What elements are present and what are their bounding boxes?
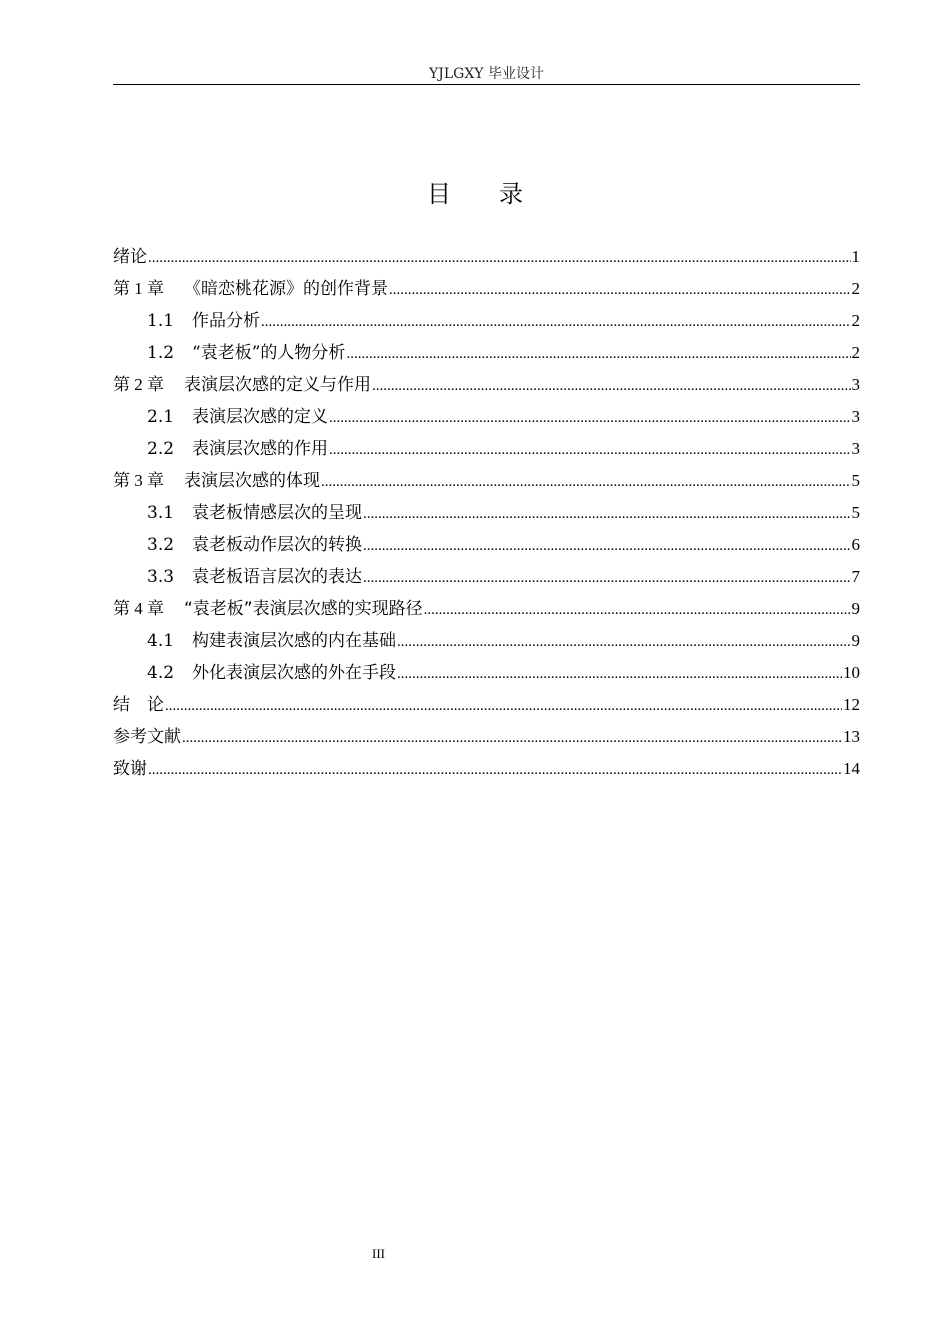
toc-entry[interactable]: [113, 433, 860, 465]
toc-dot-leader: [424, 593, 851, 626]
toc-entry-number: 第 1 章: [113, 279, 164, 298]
toc-dot-leader: [165, 689, 842, 722]
toc-entry[interactable]: [113, 241, 860, 273]
toc-entry-label: 绪论: [113, 247, 147, 267]
toc-entry-page: 7: [851, 567, 860, 586]
toc-entry[interactable]: [113, 273, 860, 305]
toc-entry-page: 13: [843, 727, 860, 746]
toc-entry-number: 3.1: [147, 503, 175, 523]
toc-entry-label: 构建表演层次感的内在基础: [192, 631, 397, 651]
toc-entry-label: 袁老板动作层次的转换: [192, 535, 363, 555]
toc-title: [0, 178, 950, 210]
toc-dot-leader: [389, 273, 851, 306]
toc-entry-label: 表演层次感的定义: [192, 407, 329, 427]
toc-entry-page: 5: [851, 503, 860, 522]
toc-entry-number: 第 2 章: [113, 375, 164, 394]
toc-entry-number: 第 3 章: [113, 471, 164, 490]
toc-entry-number: 3.2: [147, 535, 175, 555]
toc-dot-leader: [329, 401, 850, 434]
toc-entry-label: 参考文献: [113, 727, 181, 747]
toc-dot-leader: [261, 305, 850, 338]
toc-entry-label: “袁老板”表演层次感的实现路径: [184, 599, 423, 619]
toc-dot-leader: [372, 369, 851, 402]
toc-entry[interactable]: [113, 497, 860, 529]
toc-entry-page: 12: [843, 695, 860, 714]
toc-entry-label: 表演层次感的作用: [192, 439, 329, 459]
toc-entry[interactable]: [113, 593, 860, 625]
toc-entry[interactable]: [113, 721, 860, 753]
toc-entry-number: 第 4 章: [113, 599, 164, 618]
toc-entry-page: 3: [851, 407, 860, 426]
toc-entry-page: 2: [851, 343, 860, 362]
toc-entry-page: 9: [851, 599, 860, 618]
toc-entry-page: 2: [851, 311, 860, 330]
toc-dot-leader: [321, 465, 851, 498]
toc-entry[interactable]: [113, 561, 860, 593]
toc-entry[interactable]: [113, 689, 860, 721]
toc-entry[interactable]: [113, 657, 860, 689]
toc-title-char-2: 录: [499, 180, 523, 208]
toc-dot-leader: [397, 657, 842, 690]
toc-entry[interactable]: [113, 753, 860, 785]
toc-entry-page: 5: [851, 471, 860, 490]
toc-entry-page: 1: [851, 247, 860, 266]
toc-dot-leader: [397, 625, 850, 658]
toc-entry-number: 1.1: [147, 311, 175, 331]
toc-entry-page: 3: [851, 439, 860, 458]
toc-dot-leader: [148, 241, 851, 274]
toc-entry-page: 10: [843, 663, 860, 682]
toc-entry-label: 表演层次感的体现: [184, 471, 320, 491]
toc-entry-label: 袁老板情感层次的呈现: [192, 503, 363, 523]
toc-entry[interactable]: [113, 529, 860, 561]
toc-entry-number: 2.1: [147, 407, 175, 427]
toc-entry[interactable]: [113, 401, 860, 433]
toc-title-char-1: 目: [427, 180, 451, 208]
toc-entry-number: 4.1: [147, 631, 175, 651]
toc-entry-label: 《暗恋桃花源》的创作背景: [184, 279, 388, 299]
toc-entry-page: 3: [851, 375, 860, 394]
toc-entry-number: 2.2: [147, 439, 175, 459]
toc-dot-leader: [346, 337, 850, 370]
toc-entry-label: 袁老板语言层次的表达: [192, 567, 363, 587]
toc-entry-number: 3.3: [147, 567, 175, 587]
toc-entry[interactable]: [113, 625, 860, 657]
toc-dot-leader: [329, 433, 850, 466]
toc-entry-label: 外化表演层次感的外在手段: [192, 663, 397, 683]
page-number-footer: III: [372, 1246, 385, 1261]
toc-dot-leader: [148, 753, 842, 786]
toc-entry-label: 表演层次感的定义与作用: [184, 375, 371, 395]
page-header: YJLGXY 毕业设计: [113, 64, 860, 85]
toc-entry-number: 1.2: [147, 343, 175, 363]
toc-entry-page: 6: [851, 535, 860, 554]
table-of-contents: [113, 241, 860, 785]
toc-entry[interactable]: [113, 337, 860, 369]
toc-dot-leader: [363, 561, 850, 594]
toc-entry-label: 致谢: [113, 759, 147, 779]
toc-entry-page: 9: [851, 631, 860, 650]
toc-entry-label: 作品分析: [192, 311, 261, 331]
toc-entry-label: “袁老板”的人物分析: [192, 343, 346, 363]
toc-entry[interactable]: [113, 465, 860, 497]
toc-dot-leader: [182, 721, 842, 754]
toc-dot-leader: [363, 497, 850, 530]
toc-entry[interactable]: [113, 305, 860, 337]
toc-entry[interactable]: [113, 369, 860, 401]
toc-entry-page: 14: [843, 759, 860, 778]
toc-entry-number: 4.2: [147, 663, 175, 683]
toc-entry-page: 2: [851, 279, 860, 298]
toc-entry-label: 结 论: [113, 695, 164, 715]
toc-dot-leader: [363, 529, 850, 562]
